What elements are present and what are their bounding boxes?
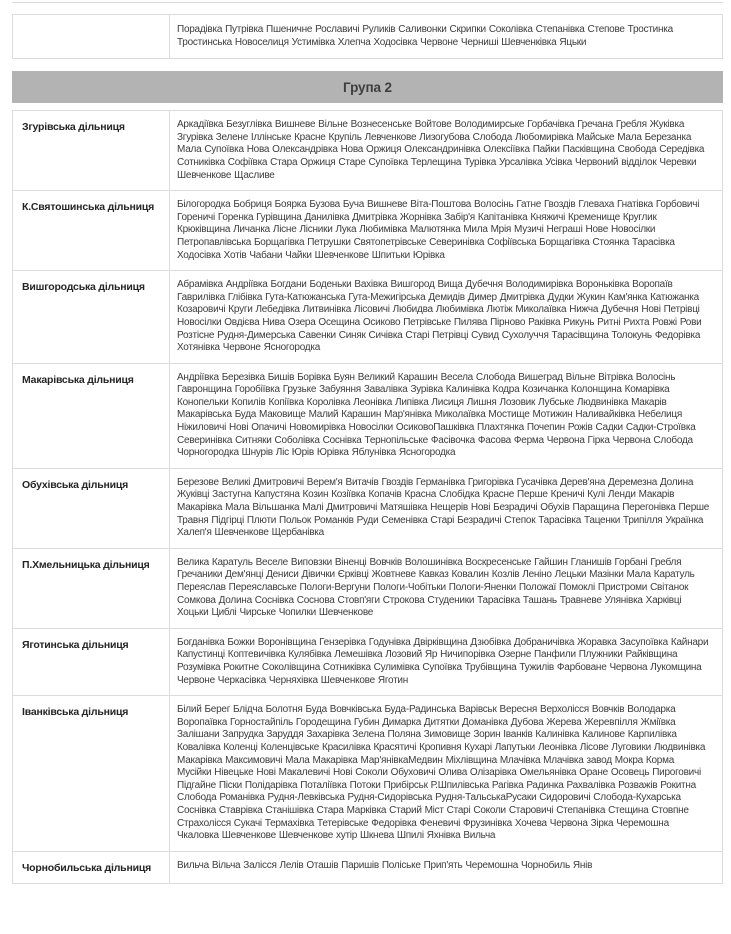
district-row [13,851,723,883]
district-name: Згурівська дільниця [13,111,170,191]
district-row [13,548,723,628]
table-row-partial [13,15,723,59]
settlement-list: Андріївка Березівка Бишів Борівка Буян Великий Карашин Весела Слобода Вишеград Вільне Вітрівка Волосінь Гавронщина Горобіївка Грузьке Забуяння Завалівка Зурівка Калинівка Кодра Козичанка Колонщина Комарівка Конопельки Копилів Копіївка Королівка Леонівка Липівка Лисиця Лишня Лозовик Лубське Людвинівка Макарів Макарівська Буда Маковище Малий Карашин Мар'янівка Миколаївка Мостище Мотижин Наливайківка Небелиця Ніжиловичі Нові Опачичі Новомирівка Новосілки ОсиковоПашківка Плахтянка Почепин Рожів Садки Садки-Строївка Северинівка Ситняки Соболівка Соснівка Тернопільське Фасівочка Фасова Ферма Червона Гірка Червона Слобода Чорногородка Шнурів Ліс Юрів Юрівка Яблунівка Ясногородка [170,363,723,468]
district-name: Яготинська дільниця [13,628,170,695]
district-name: Вишгородська дільниця [13,271,170,364]
district-name: Чорнобильська дільниця [13,851,170,883]
top-row-bottom-border [12,2,723,3]
settlement-list: Білогородка Бобриця Боярка Бузова Буча Вишневе Віта-Поштова Волосінь Гатне Гвоздів Глеваха Гнатівка Горбовичі Гореничі Горенка Гурівщина Данилівка Дмитрівка Жорнівка Забір'я Капітанівка Княжичі Кременище Круглик Крюківщина Личанка Лісне Лісники Лука Любимівка Малютянка Мила Мрія Музичі Неграші Нове Новосілки Петропавлівська Борщагівка Петрушки Святопетрівське Северинівка Софіївська Борщагівка Стоянка Тарасівка Ходосівка Хотів Чабани Чайки Шевченкове Шпитьки Юрівка [170,191,723,271]
settlement-list: Вильча Вільча Залісся Лелів Оташів Паришів Поліське Прип'ять Черемошна Чорнобиль Янів [170,851,723,883]
settlement-list: Порадівка Путрівка Пшеничне Рославичі Руликів Саливонки Скрипки Соколівка Степанівка Степове Тростинка Тростинська Новоселиця Устимівка Хлепча Ходосівка Червоне Черниші Шевченківка Яцьки [170,15,723,59]
settlement-list: Абрамівка Андріївка Богдани Боденьки Вахівка Вишгород Вища Дубечня Володимирівка Вороньківка Воропаїв Гаврилівка Глібівка Гута-Катюжанська Гута-Межигірська Демидів Димер Дмитрівка Дудки Жукин Кам'янка Катюжанка Козаровичі Круги Лебедівка Литвинівка Лісовичі Любидва Любимівка Лютіж Миколаївка Нижча Дубечня Нові Петрівці Новосілки Овдієва Нива Озера Осещина Осиково Петрівське Пилява Пірново Раківка Рикунь Ритні Рихта Ровжі Рови Розтісне Рудня-Димерська Савенки Синяк Сичівка Старі Петрівці Сувид Сухолуччя Тарасівщина Толокунь Федорівка Хотянівка Червоне Ясногородка [170,271,723,364]
district-row [13,271,723,364]
district-row [13,111,723,191]
settlement-list: Богданівка Божки Воронівщина Гензерівка Годунівка Двірківщина Дзюбівка Добраничівка Жоравка Засупоївка Кайнари Капустинці Коптевичівка Кулябівка Лемешівка Лозовий Яр Ничипорівка Озерне Панфили Плужники Райківщина Розумівка Рокитне Соколівщина Сотниківка Сулимівка Супоївка Трубівщина Тужилів Фарбоване Червона Лукомщина Червоне Черкасівка Черняхівка Шевченкове Яготин [170,628,723,695]
settlement-list: Березове Великі Дмитровичі Верем'я Витачів Гвоздів Германівка Григорівка Гусачівка Дерев'яна Деремезна Долина Жуківці Застугна Капустяна Козин Козіївка Копачів Красна Слобідка Красне Перше Креничі Кулі Ленди Макарів Макарівка Мала Вільшанка Малі Дмитровичі Матяшівка Нещерів Нові Безрадичі Обухів Паращина Перегонівка Перше Травня Підгірці Плюти Польок Романків Руди Семенівка Старі Безрадичі Степок Тарасівка Таценки Трипілля Українка Халеп'я Шевченкове Щербанівка [170,468,723,548]
district-name: Обухівська дільниця [13,468,170,548]
settlement-list: Білий Берег Блідча Болотня Буда Вовчківська Буда-Радинська Варівськ Вересня Верхолісся Вовчків Володарка Воропаївка Горностайпіль Городещина Губин Димарка Дитятки Доманівка Дубова Жерева Жеревпілля Жміївка Залішани Запрудка Заруддя Захарівка Зелена Поляна Зимовище Зорин Іванків Калинівка Калинове Карпилівка Ковалівка Коленці Коленцівське Красилівка Красятичі Кропивня Кухарі Лапутьки Леонівка Лісове Луговики Людвинівка Макарівка Максимовичі Мала Макарівка Мар'янівкаМедвин Міхлівщина Млачівка Млачівка завод Мокра Корма Мусійки Нівецьке Нові Макалевичі Нові Соколи Обуховичі Олива Олізарівка Омельянівка Оране Осовець Пироговичі Підгайне Піски Полідарівка Поталіївка Потоки Прибірськ Р.Шпилівська Рагівка Радинка Рахвалівка Розважів Рокитна Слобода Романівка Рудня-Левківська Рудня-Сидорівська Рудня-ТальськаРусаки Сидоровичі Слобода-Кухарська Соснівка Ставрівка Станішівка Стара Марківка Старий Міст Старі Соколи Старовичі Степанівка Стещина Стовпне Страхолісся Сукачі Термахівка Тетерівське Федорівка Феневичі Фрузинівка Хочева Червона Зірка Черемошна Чкаловка Шевченкове Шевченкове хутір Шкнева Шпилі Яхнівка Вильча [170,696,723,852]
settlements-table-partial [12,14,723,59]
settlements-table-group2 [12,110,723,884]
district-name-empty [13,15,170,59]
district-name: Іванківська дільниця [13,696,170,852]
district-row [13,696,723,852]
settlement-list: Аркадіївка Безуглівка Вишневе Вільне Вознесенське Войтове Володимирське Горбачівка Гречана Гребля Жуківка Згурівка Зелене Іллінське Красне Крупіль Левченкове Лизогубова Слобода Любомирівка Майське Мала Березанка Мала Супоївка Нова Олександрівка Нова Оржиця Олександринівка Олексіївка Пайки Пасківщина Свобода Середівка Сотниківка Софіївка Стара Оржиця Старе Супоївка Терлещина Турівка Урсалівка Усівка Червоний відділок Черевки Шевченкове Щасливе [170,111,723,191]
district-name: Макарівська дільниця [13,363,170,468]
district-row [13,191,723,271]
group-header-bar [12,71,723,103]
group-header-title: Група 2 [343,79,392,95]
settlement-list: Велика Каратуль Веселе Виповзки Віненці Вовчків Волошинівка Воскресенське Гайшин Гланишів Горбані Гребля Гречаники Дем'янці Дениси Дівички Єрківці Жовтневе Кавказ Ковалин Козлів Леніно Лецьки Мазінки Мала Каратуль Переяслав Переяславське Пологи-Вергуни Пологи-Чобітьки Пологи-Яненки Положаї Помоклі Пристроми Світанок Сомкова Долина Соснівка Соснова Стовп'яги Строкова Студеники Тарасівка Ташань Травневе Улянівка Харківці Хоцьки Циблі Чирське Чопилки Шевченкове [170,548,723,628]
district-row [13,468,723,548]
district-row [13,628,723,695]
district-name: П.Хмельницька дільниця [13,548,170,628]
district-name: К.Святошинська дільниця [13,191,170,271]
district-row [13,363,723,468]
